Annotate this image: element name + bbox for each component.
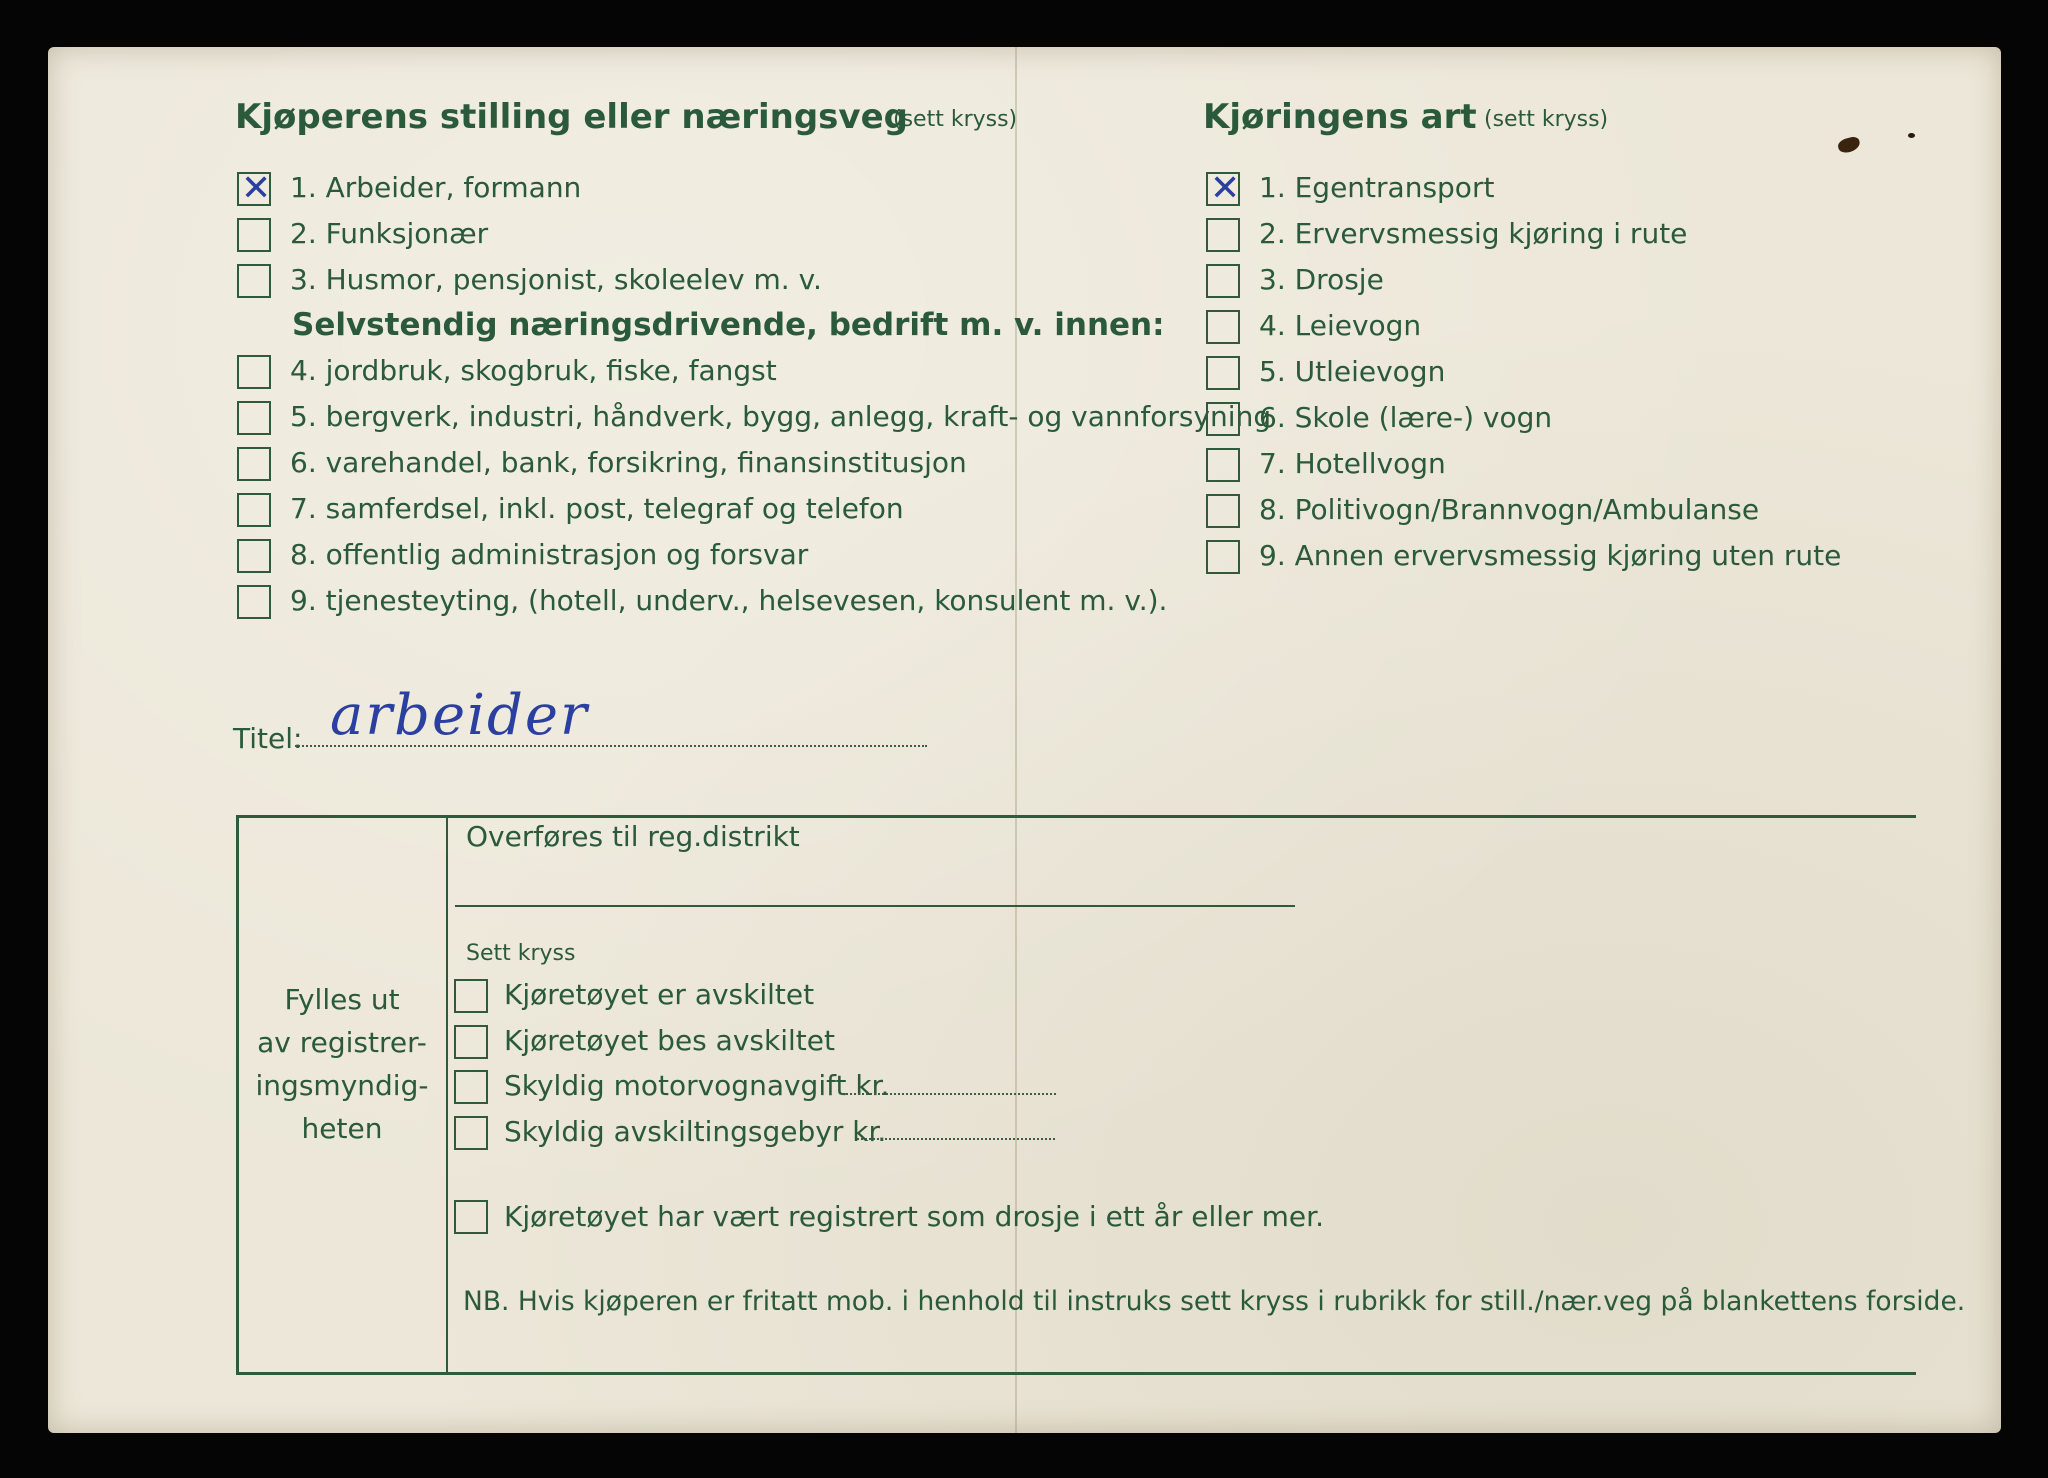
box-divider bbox=[446, 815, 448, 1375]
driving-type-note: (sett kryss) bbox=[1484, 107, 1609, 132]
occupation-top-checkbox-3[interactable] bbox=[237, 264, 271, 298]
amount-dotted-line-2 bbox=[857, 1138, 1055, 1140]
driving-type-label-2: 2. Ervervsmessig kjøring i rute bbox=[1259, 217, 1688, 250]
registration-check-label-2: Kjøretøyet bes avskiltet bbox=[504, 1024, 835, 1057]
nb-note: NB. Hvis kjøperen er fritatt mob. i henhold til instruks sett kryss i rubrikk for still./nær.veg på blankettens forside. bbox=[463, 1286, 1966, 1317]
occupation-sector-label-5: 8. offentlig administrasjon og forsvar bbox=[290, 538, 809, 571]
driving-type-label-8: 8. Politivogn/Brannvogn/Ambulanse bbox=[1259, 493, 1760, 526]
registration-authority-label bbox=[242, 978, 442, 1150]
occupation-sector-checkbox-4[interactable] bbox=[237, 493, 271, 527]
registration-check-checkbox-2[interactable] bbox=[454, 1025, 488, 1059]
authority-label-line-2: av registrer- bbox=[257, 1026, 427, 1059]
driving-type-label-5: 5. Utleievogn bbox=[1259, 355, 1446, 388]
title-handwritten-value: arbeider bbox=[330, 683, 589, 748]
registration-check-checkbox-1[interactable] bbox=[454, 979, 488, 1013]
driving-type-label-7: 7. Hotellvogn bbox=[1259, 447, 1446, 480]
driving-type-checkbox-1[interactable] bbox=[1206, 168, 1241, 209]
authority-label-line-3: ingsmyndig- bbox=[255, 1069, 429, 1102]
box-left-border bbox=[236, 815, 239, 1375]
registration-check-label-4: Skyldig avskiltingsgebyr kr. bbox=[504, 1115, 887, 1148]
driving-type-checkbox-4[interactable] bbox=[1206, 310, 1240, 344]
occupation-top-checkbox-2[interactable] bbox=[237, 218, 271, 252]
driving-type-checkbox-3[interactable] bbox=[1206, 264, 1240, 298]
occupation-sector-label-1: 4. jordbruk, skogbruk, fiske, fangst bbox=[290, 354, 777, 387]
occupation-sector-checkbox-1[interactable] bbox=[237, 355, 271, 389]
occupation-sector-checkbox-2[interactable] bbox=[237, 401, 271, 435]
driving-type-checkbox-8[interactable] bbox=[1206, 494, 1240, 528]
checkmark-x-icon: ✕ bbox=[1210, 168, 1241, 209]
registration-check-checkbox-4[interactable] bbox=[454, 1116, 488, 1150]
occupation-sector-checkbox-5[interactable] bbox=[237, 539, 271, 573]
driving-type-checkbox-5[interactable] bbox=[1206, 356, 1240, 390]
registration-check-label-3: Skyldig motorvognavgift kr. bbox=[504, 1069, 890, 1102]
authority-label-line-4: heten bbox=[301, 1112, 383, 1145]
occupation-sector-label-2: 5. bergverk, industri, håndverk, bygg, anlegg, kraft- og vannforsyning bbox=[290, 400, 1272, 433]
occupation-top-checkbox-1[interactable] bbox=[237, 168, 272, 209]
occupation-top-label-2: 2. Funksjonær bbox=[290, 217, 489, 250]
occupation-top-label-3: 3. Husmor, pensjonist, skoleelev m. v. bbox=[290, 263, 822, 296]
occupation-sector-label-4: 7. samferdsel, inkl. post, telegraf og telefon bbox=[290, 492, 904, 525]
title-label: Titel: bbox=[233, 722, 303, 755]
amount-dotted-line-1 bbox=[842, 1093, 1056, 1095]
box-bottom-border bbox=[236, 1372, 1916, 1375]
transfer-district-label: Overføres til reg.distrikt bbox=[466, 820, 800, 853]
driving-type-label-6: 6. Skole (lære-) vogn bbox=[1259, 401, 1553, 434]
occupation-sector-label-6: 9. tjenesteyting, (hotell, underv., helsevesen, konsulent m. v.). bbox=[290, 584, 1168, 617]
registration-check-label-1: Kjøretøyet er avskiltet bbox=[504, 978, 815, 1011]
ink-speck bbox=[1908, 133, 1915, 138]
driving-type-checkbox-2[interactable] bbox=[1206, 218, 1240, 252]
registration-check-checkbox-3[interactable] bbox=[454, 1070, 488, 1104]
driving-type-heading: Kjøringens art bbox=[1203, 97, 1477, 137]
buyer-occupation-note: (sett kryss) bbox=[893, 107, 1018, 132]
authority-label-line-1: Fylles ut bbox=[284, 983, 400, 1016]
occupation-sector-label-3: 6. varehandel, bank, forsikring, finansinstitusjon bbox=[290, 446, 967, 479]
buyer-occupation-heading: Kjøperens stilling eller næringsveg bbox=[235, 97, 908, 137]
driving-type-label-1: 1. Egentransport bbox=[1259, 171, 1495, 204]
drosje-history-checkbox[interactable] bbox=[454, 1200, 488, 1234]
occupation-sector-checkbox-6[interactable] bbox=[237, 585, 271, 619]
driving-type-label-9: 9. Annen ervervsmessig kjøring uten rute bbox=[1259, 539, 1842, 572]
drosje-history-label: Kjøretøyet har vært registrert som drosje i ett år eller mer. bbox=[504, 1200, 1324, 1233]
driving-type-checkbox-6[interactable] bbox=[1206, 402, 1240, 436]
driving-type-label-4: 4. Leievogn bbox=[1259, 309, 1422, 342]
box-top-border bbox=[236, 815, 1916, 818]
occupation-top-label-1: 1. Arbeider, formann bbox=[290, 171, 582, 204]
occupation-sector-checkbox-3[interactable] bbox=[237, 447, 271, 481]
transfer-underline bbox=[455, 905, 1295, 907]
self-employed-subheading: Selvstendig næringsdrivende, bedrift m. v. innen: bbox=[292, 307, 1165, 343]
set-cross-label: Sett kryss bbox=[466, 941, 576, 966]
driving-type-label-3: 3. Drosje bbox=[1259, 263, 1384, 296]
driving-type-checkbox-9[interactable] bbox=[1206, 540, 1240, 574]
checkmark-x-icon: ✕ bbox=[241, 168, 272, 209]
driving-type-checkbox-7[interactable] bbox=[1206, 448, 1240, 482]
